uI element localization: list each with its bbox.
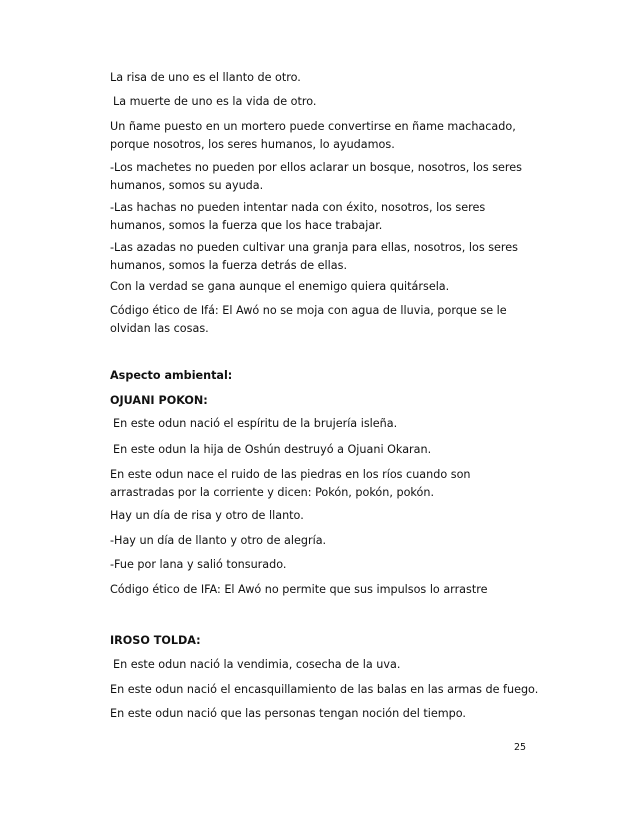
section-heading-aspecto-ambiental: Aspecto ambiental: [110, 369, 233, 382]
paragraph-6: -Las azadas no pueden cultivar una granja para ellas, nosotros, los seres humanos, somos la fuerza detrás de ellas. [110, 241, 518, 272]
section-heading-iroso-tolda: IROSO TOLDA: [110, 634, 201, 647]
paragraph-3: Un ñame puesto en un mortero puede convertirse en ñame machacado, porque nosotros, los seres humanos, lo ayudamos. [110, 120, 516, 151]
paragraph-7: Con la verdad se gana aunque el enemigo quiera quitársela. [110, 280, 450, 293]
paragraph-9: En este odun nació el espíritu de la brujería isleña. [113, 417, 398, 430]
paragraph-2: La muerte de uno es la vida de otro. [113, 95, 317, 108]
paragraph-14: -Fue por lana y salió tonsurado. [110, 558, 287, 571]
paragraph-18: En este odun nació que las personas tengan noción del tiempo. [110, 707, 466, 720]
paragraph-15: Código ético de IFA: El Awó no permite que sus impulsos lo arrastre [110, 583, 488, 596]
paragraph-12: Hay un día de risa y otro de llanto. [110, 509, 304, 522]
paragraph-13: -Hay un día de llanto y otro de alegría. [110, 534, 327, 547]
paragraph-4: -Los machetes no pueden por ellos aclarar un bosque, nosotros, los seres humanos, somos su ayuda. [110, 161, 522, 192]
paragraph-11: En este odun nace el ruido de las piedras en los ríos cuando son arrastradas por la corriente y dicen: Pokón, pokón, pokón. [110, 468, 471, 499]
section-heading-ojuani-pokon: OJUANI POKON: [110, 394, 208, 407]
paragraph-10: En este odun la hija de Oshún destruyó a Ojuani Okaran. [113, 443, 432, 456]
paragraph-17: En este odun nació el encasquillamiento de las balas en las armas de fuego. [110, 683, 539, 696]
paragraph-1: La risa de uno es el llanto de otro. [110, 71, 301, 84]
paragraph-5: -Las hachas no pueden intentar nada con éxito, nosotros, los seres humanos, somos la fuerza que los hace trabajar. [110, 201, 486, 232]
page-number: 25 [514, 742, 527, 753]
paragraph-8: Código ético de Ifá: El Awó no se moja con agua de lluvia, porque se le olvidan las cosas. [110, 304, 507, 335]
paragraph-16: En este odun nació la vendimia, cosecha de la uva. [113, 658, 401, 671]
